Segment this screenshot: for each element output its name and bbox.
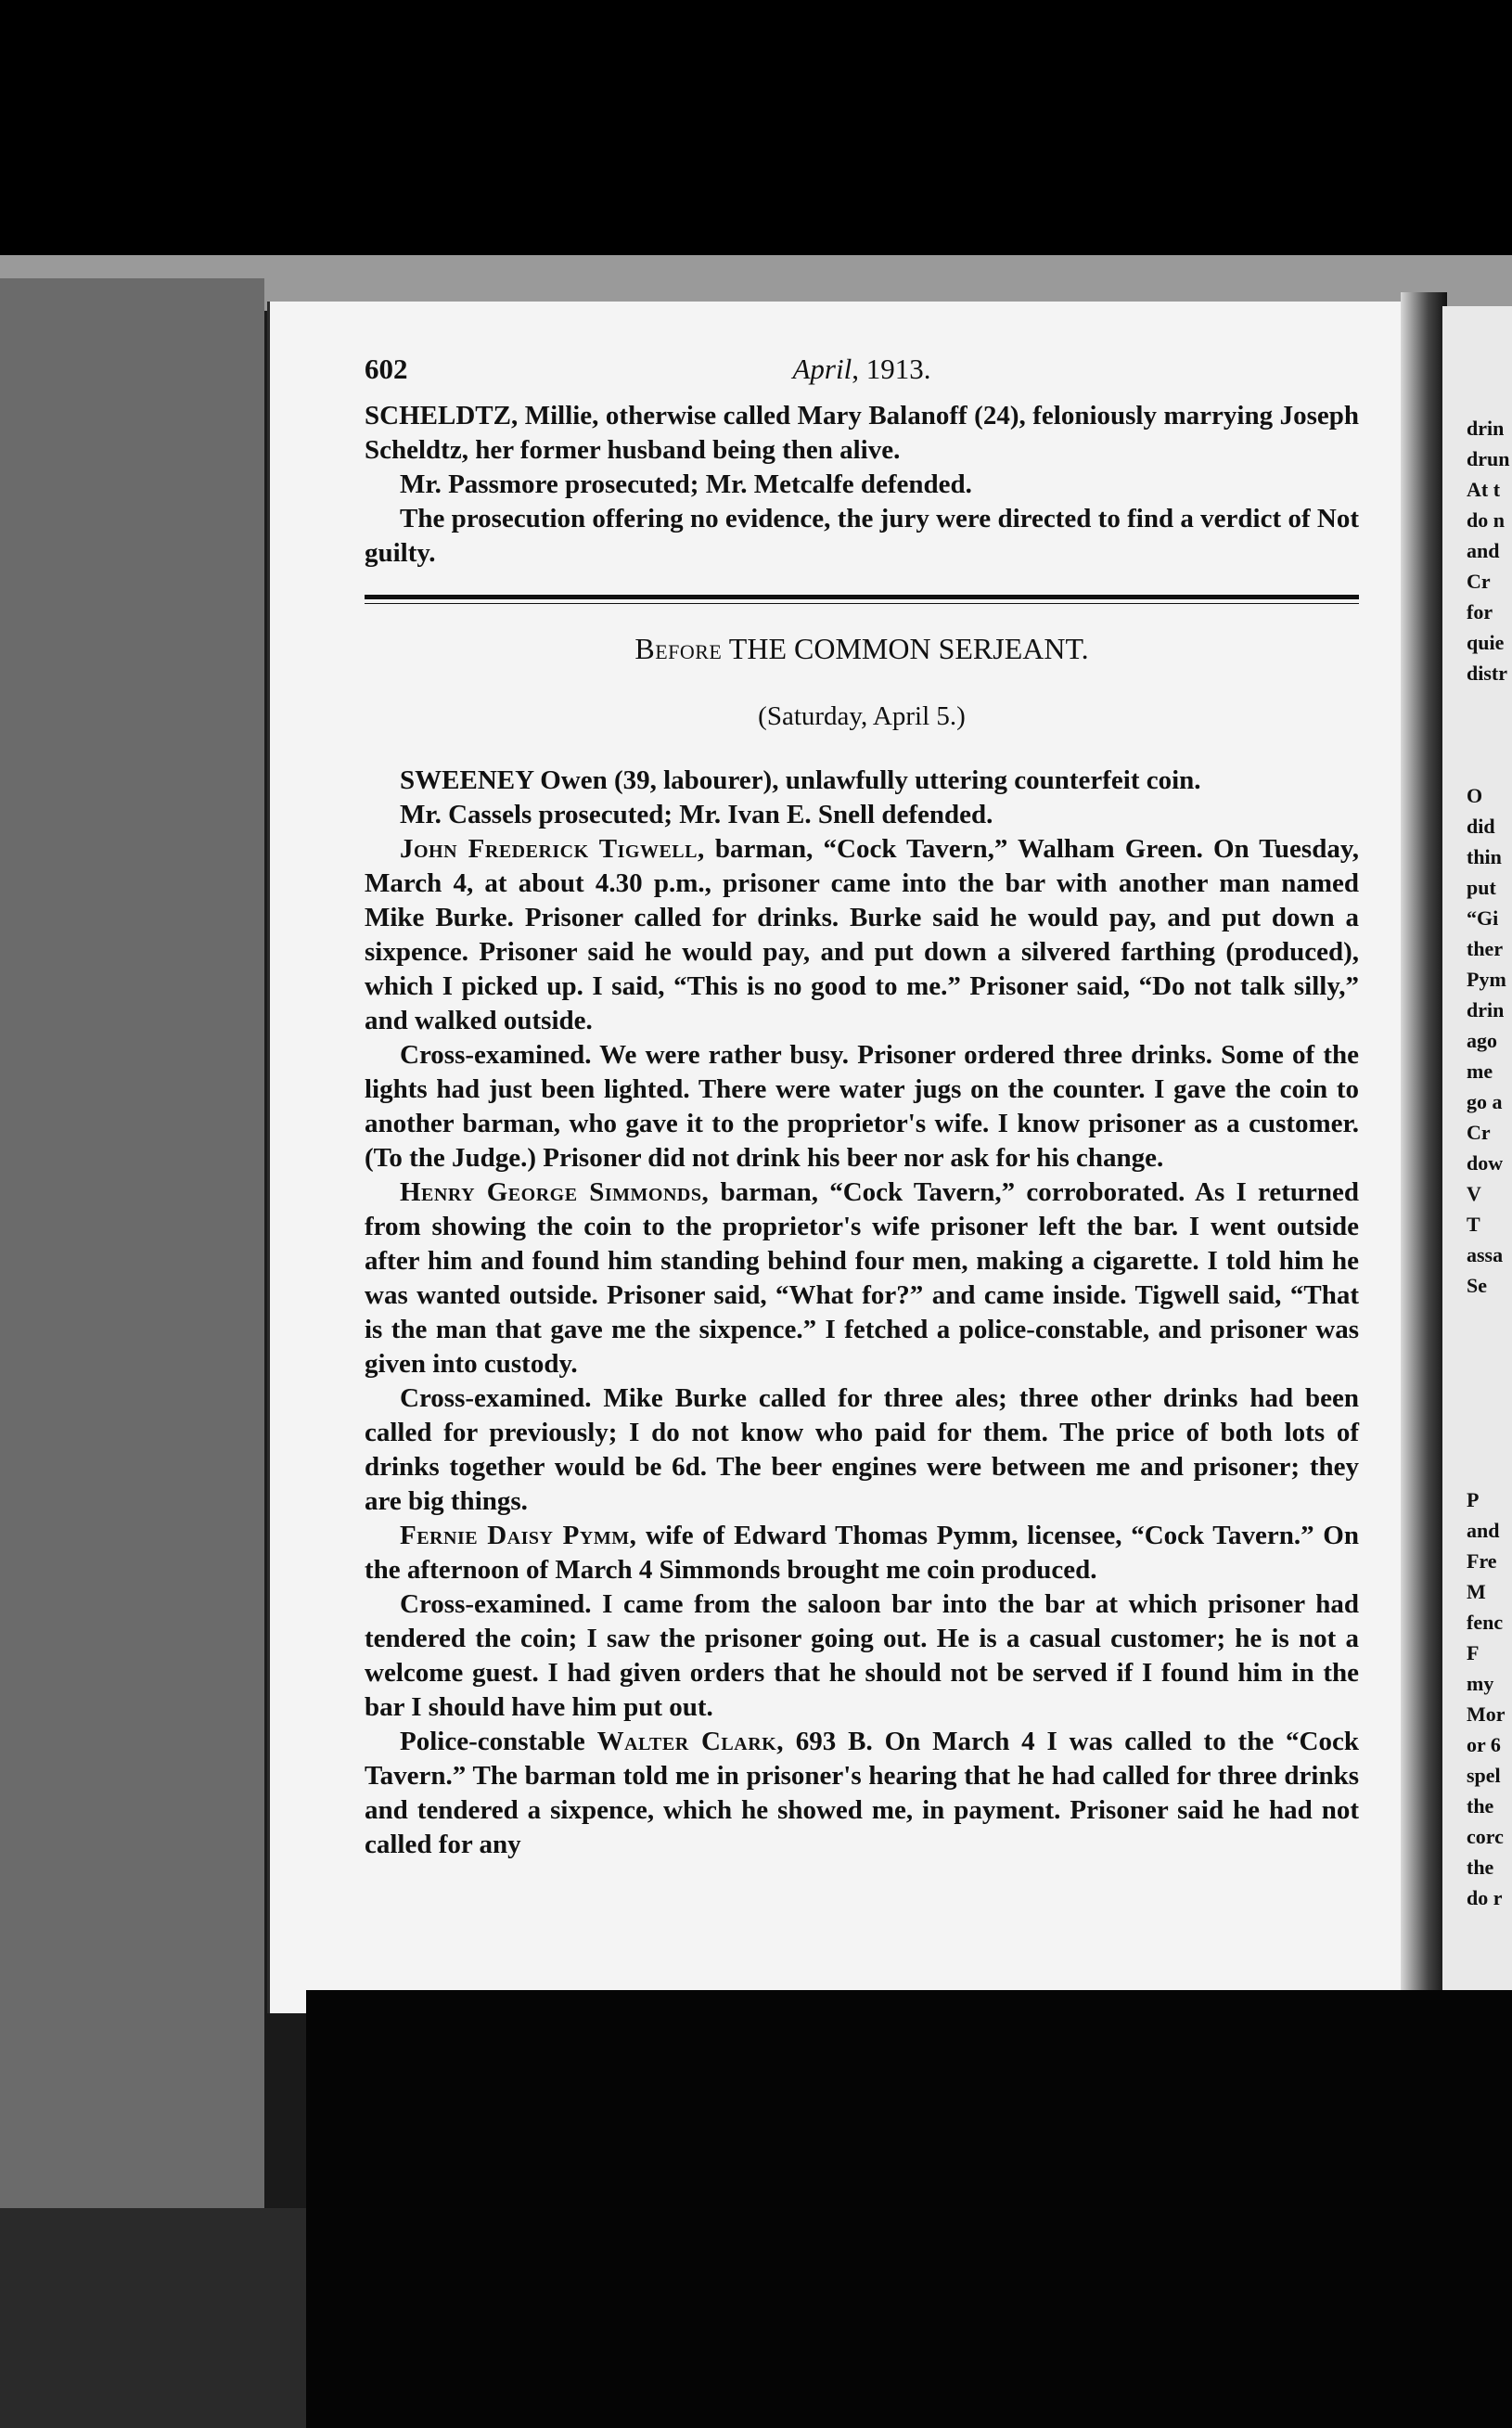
- facing-page-line: and: [1467, 539, 1500, 562]
- running-title-month: April: [792, 353, 852, 385]
- facing-page-line: assa: [1467, 1243, 1504, 1266]
- facing-page-line: T: [1467, 1213, 1480, 1236]
- facing-page-line: [1442, 750, 1512, 780]
- court-heading: Before THE COMMON SERJEANT.: [634, 632, 1089, 665]
- scan-left-margin: [0, 278, 264, 2428]
- page-number: 602: [365, 353, 408, 385]
- facing-page-line: dow: [1467, 1151, 1504, 1175]
- facing-page-line: [1442, 1393, 1512, 1423]
- facing-page-line: O: [1467, 784, 1483, 807]
- scan-top-border: [0, 0, 1512, 255]
- sitting-date: (Saturday, April 5.): [758, 701, 966, 731]
- facing-page-line: go a: [1467, 1090, 1503, 1113]
- facing-page-line: Pym: [1467, 968, 1506, 991]
- facing-page-line: At t: [1467, 478, 1501, 501]
- witness-name: John Frederick Tigwell,: [400, 834, 705, 864]
- facing-page-line: [1442, 1331, 1512, 1362]
- facing-page-line: drin: [1467, 998, 1505, 1021]
- witness-pymm: Fernie Daisy Pymm, wife of Edward Thomas Pymm, licensee, “Cock Tavern.” On the afternoon of March 4 Simmonds brought me coin produced.: [365, 1521, 1359, 1585]
- facing-page-line: for: [1467, 600, 1493, 623]
- facing-page-line: Mor: [1467, 1702, 1506, 1726]
- facing-page-text: [1442, 413, 1512, 1913]
- facing-page-line: “Gi: [1467, 906, 1499, 930]
- page-content: [365, 353, 1359, 1862]
- witness-name: Henry George Simmonds,: [400, 1177, 710, 1207]
- cross-exam-simmonds: Cross-examined. Mike Burke called for three ales; three other drinks had been called for previously; I do not know who paid for them. The price of both lots of drinks together would be 6d. The beer engines were between me and prisoner; they are big things.: [365, 1383, 1359, 1516]
- running-title: April, 1913.: [792, 353, 931, 385]
- facing-page-line: ther: [1467, 937, 1504, 960]
- facing-page-line: drin: [1467, 417, 1505, 440]
- cross-exam-pymm: Cross-examined. I came from the saloon bar into the bar at which prisoner had tendered the coin; I saw the prisoner going out. He is a casual customer; he is not a welcome guest. I had given orders that he should not be served if I found him in the bar I should have him put out.: [365, 1589, 1359, 1722]
- case-scheldtz-indictment: SCHELDTZ, Millie, otherwise called Mary Balanoff (24), feloniously marrying Joseph Scheldtz, her former husband being then alive.: [365, 401, 1359, 465]
- facing-page-line: thin: [1467, 845, 1502, 868]
- case-scheldtz-verdict: The prosecution offering no evidence, the jury were directed to find a verdict of Not guilty.: [365, 504, 1359, 568]
- running-head: [365, 353, 1359, 399]
- witness-clark: Police-constable Walter Clark, 693 B. On March 4 I was called to the “Cock Tavern.” The barman told me in prisoner's hearing that he had called for three drinks and tendered a sixpence, which he showed me, in payment. Prisoner said he had not called for any: [365, 1727, 1359, 1859]
- book-gutter: [1401, 292, 1447, 2018]
- facing-page-line: my: [1467, 1672, 1494, 1695]
- witness-simmonds: Henry George Simmonds, barman, “Cock Tavern,” corroborated. As I returned from showing the coin to the proprietor's wife prisoner left the bar. I went outside after him and found him standing behind four men, making a cigarette. I told him he was wanted outside. Prisoner said, “What for?” and came inside. Tigwell said, “That is the man that gave me the sixpence.” I fetched a police-constable, and prisoner was given into custody.: [365, 1177, 1359, 1379]
- facing-page-line: drun: [1467, 447, 1510, 470]
- facing-page-line: [1442, 1301, 1512, 1331]
- scan-bottom-border: [306, 1990, 1512, 2428]
- case-sweeney-counsel: Mr. Cassels prosecuted; Mr. Ivan E. Snell defended.: [400, 800, 993, 829]
- facing-page-line: Cr: [1467, 1121, 1491, 1144]
- facing-page-line: [1442, 719, 1512, 750]
- facing-page-line: corc: [1467, 1825, 1504, 1848]
- facing-page-line: M: [1467, 1580, 1486, 1603]
- section-divider: [365, 595, 1359, 604]
- facing-page-line: Cr: [1467, 570, 1491, 593]
- facing-page-line: spel: [1467, 1764, 1501, 1787]
- facing-page-line: or 6: [1467, 1733, 1501, 1756]
- facing-page-line: do r: [1467, 1886, 1503, 1909]
- facing-page-line: and: [1467, 1519, 1500, 1542]
- case-scheldtz-counsel: Mr. Passmore prosecuted; Mr. Metcalfe defended.: [400, 469, 972, 499]
- facing-page-line: [1442, 1423, 1512, 1454]
- facing-page-line: quie: [1467, 631, 1505, 654]
- facing-page-line: distr: [1467, 662, 1507, 685]
- facing-page-line: [1442, 1454, 1512, 1484]
- book-page: [267, 302, 1425, 2013]
- scan-bottom-left-area: [0, 2208, 315, 2428]
- facing-page-line: P: [1467, 1488, 1480, 1511]
- cross-exam-tigwell: Cross-examined. We were rather busy. Prisoner ordered three drinks. Some of the lights had just been lighted. There were water jugs on the counter. I gave the coin to another barman, who gave it to the proprietor's wife. I know prisoner as a customer. (To the Judge.) Prisoner did not drink his beer nor ask for his change.: [365, 1040, 1359, 1173]
- facing-page-line: the: [1467, 1856, 1494, 1879]
- facing-page-line: [1442, 1362, 1512, 1393]
- facing-page-line: me: [1467, 1060, 1493, 1083]
- witness-name: Walter Clark,: [596, 1727, 784, 1756]
- defendant-name: SWEENEY: [400, 765, 533, 795]
- facing-page-line: fenc: [1467, 1611, 1504, 1634]
- witness-tigwell: John Frederick Tigwell, barman, “Cock Tavern,” Walham Green. On Tuesday, March 4, at about 4.30 p.m., prisoner came into the bar with another man named Mike Burke. Prisoner called for drinks. Burke said he would pay, and put down a sixpence. Prisoner said he would pay, and put down a silvered farthing (produced), which I picked up. I said, “This is no good to me.” Prisoner said, “Do not talk silly,” and walked outside.: [365, 834, 1359, 1035]
- running-title-year: 1913.: [865, 353, 931, 385]
- facing-page-line: V: [1467, 1182, 1481, 1205]
- facing-page-fragment: [1442, 306, 1512, 2004]
- facing-page-line: put: [1467, 876, 1496, 899]
- facing-page-line: Fre: [1467, 1549, 1497, 1573]
- facing-page-line: did: [1467, 815, 1495, 838]
- witness-name: Fernie Daisy Pymm,: [400, 1521, 637, 1550]
- facing-page-line: [1442, 688, 1512, 719]
- facing-page-line: Se: [1467, 1274, 1487, 1297]
- case-sweeney-indictment: SWEENEY Owen (39, labourer), unlawfully uttering counterfeit coin.: [400, 765, 1201, 795]
- facing-page-line: the: [1467, 1794, 1494, 1818]
- facing-page-line: F: [1467, 1641, 1480, 1664]
- facing-page-line: do n: [1467, 508, 1505, 532]
- facing-page-line: ago: [1467, 1029, 1497, 1052]
- defendant-name: SCHELDTZ,: [365, 401, 519, 430]
